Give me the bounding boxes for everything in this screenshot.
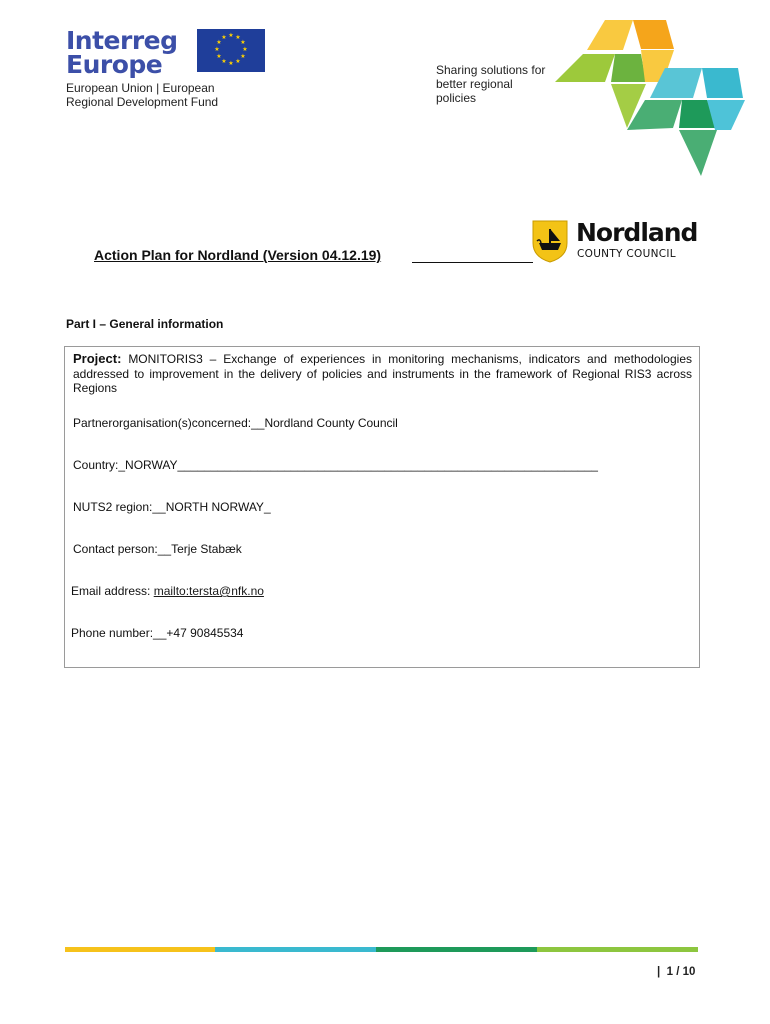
section-heading: Part I – General information bbox=[66, 317, 224, 331]
logo-line-interreg: Interreg bbox=[66, 26, 178, 55]
nordland-logo bbox=[531, 217, 698, 263]
logo-line-europe: Europe bbox=[66, 50, 163, 79]
country-field: Country:_NORWAY_______________________________________________________________ bbox=[73, 458, 598, 472]
footer-color-strip bbox=[65, 947, 698, 952]
svg-text:★: ★ bbox=[228, 60, 234, 67]
nuts2-region-field: NUTS2 region:__NORTH NORWAY_ bbox=[73, 500, 271, 514]
email-link[interactable]: mailto:tersta@nfk.no bbox=[153, 584, 264, 598]
strip-green bbox=[376, 947, 537, 952]
svg-text:★: ★ bbox=[240, 39, 246, 46]
svg-text:★: ★ bbox=[216, 53, 222, 60]
decorative-arrows-graphic bbox=[555, 18, 750, 180]
title-underline-extension bbox=[412, 262, 533, 263]
svg-text:★: ★ bbox=[221, 58, 227, 65]
fund-line-2: Regional Development Fund bbox=[66, 95, 219, 109]
fund-line-1: European Union | European bbox=[66, 81, 215, 95]
project-description: MONITORIS3 – Exchange of experiences in monitoring mechanisms, indicators and methodologies addressed to improvement in the delivery of policies and instruments in the framework of Regional RIS3 across Regions bbox=[73, 352, 692, 395]
county-council-label: COUNTY COUNCIL bbox=[577, 248, 676, 260]
svg-text:★: ★ bbox=[214, 46, 220, 53]
nordland-shield-icon bbox=[531, 219, 569, 263]
svg-text:★: ★ bbox=[235, 34, 241, 41]
svg-text:★: ★ bbox=[216, 39, 222, 46]
fund-text bbox=[66, 81, 218, 109]
tagline bbox=[436, 63, 545, 105]
document-title: Action Plan for Nordland (Version 04.12.19) bbox=[94, 247, 382, 263]
tagline-line-1: Sharing solutions for bbox=[436, 63, 546, 77]
project-paragraph bbox=[73, 352, 692, 396]
svg-text:★: ★ bbox=[240, 53, 246, 60]
strip-cyan bbox=[215, 947, 376, 952]
eu-flag-icon bbox=[197, 29, 265, 72]
interreg-logo bbox=[66, 26, 266, 79]
email-address-field bbox=[71, 584, 264, 598]
nordland-name: Nordland bbox=[576, 218, 698, 247]
svg-text:★: ★ bbox=[221, 34, 227, 41]
partner-organisation-field: Partnerorganisation(s)concerned:__Nordland County Council bbox=[73, 416, 398, 430]
document-title-row bbox=[94, 247, 534, 265]
tagline-line-2: better regional bbox=[436, 77, 513, 91]
project-label: Project: bbox=[73, 351, 122, 366]
tagline-line-3: policies bbox=[436, 91, 477, 105]
contact-person-field: Contact person:__Terje Stabæk bbox=[73, 542, 242, 556]
svg-text:★: ★ bbox=[235, 58, 241, 65]
page-number: | 1 / 10 bbox=[657, 966, 696, 978]
svg-text:★: ★ bbox=[242, 46, 248, 53]
strip-yellow bbox=[65, 947, 215, 952]
phone-number-field: Phone number:__+47 90845534 bbox=[71, 626, 244, 640]
general-info-box bbox=[64, 346, 700, 668]
svg-text:★: ★ bbox=[228, 32, 234, 39]
strip-lime bbox=[537, 947, 698, 952]
email-label: Email address: bbox=[71, 584, 154, 598]
